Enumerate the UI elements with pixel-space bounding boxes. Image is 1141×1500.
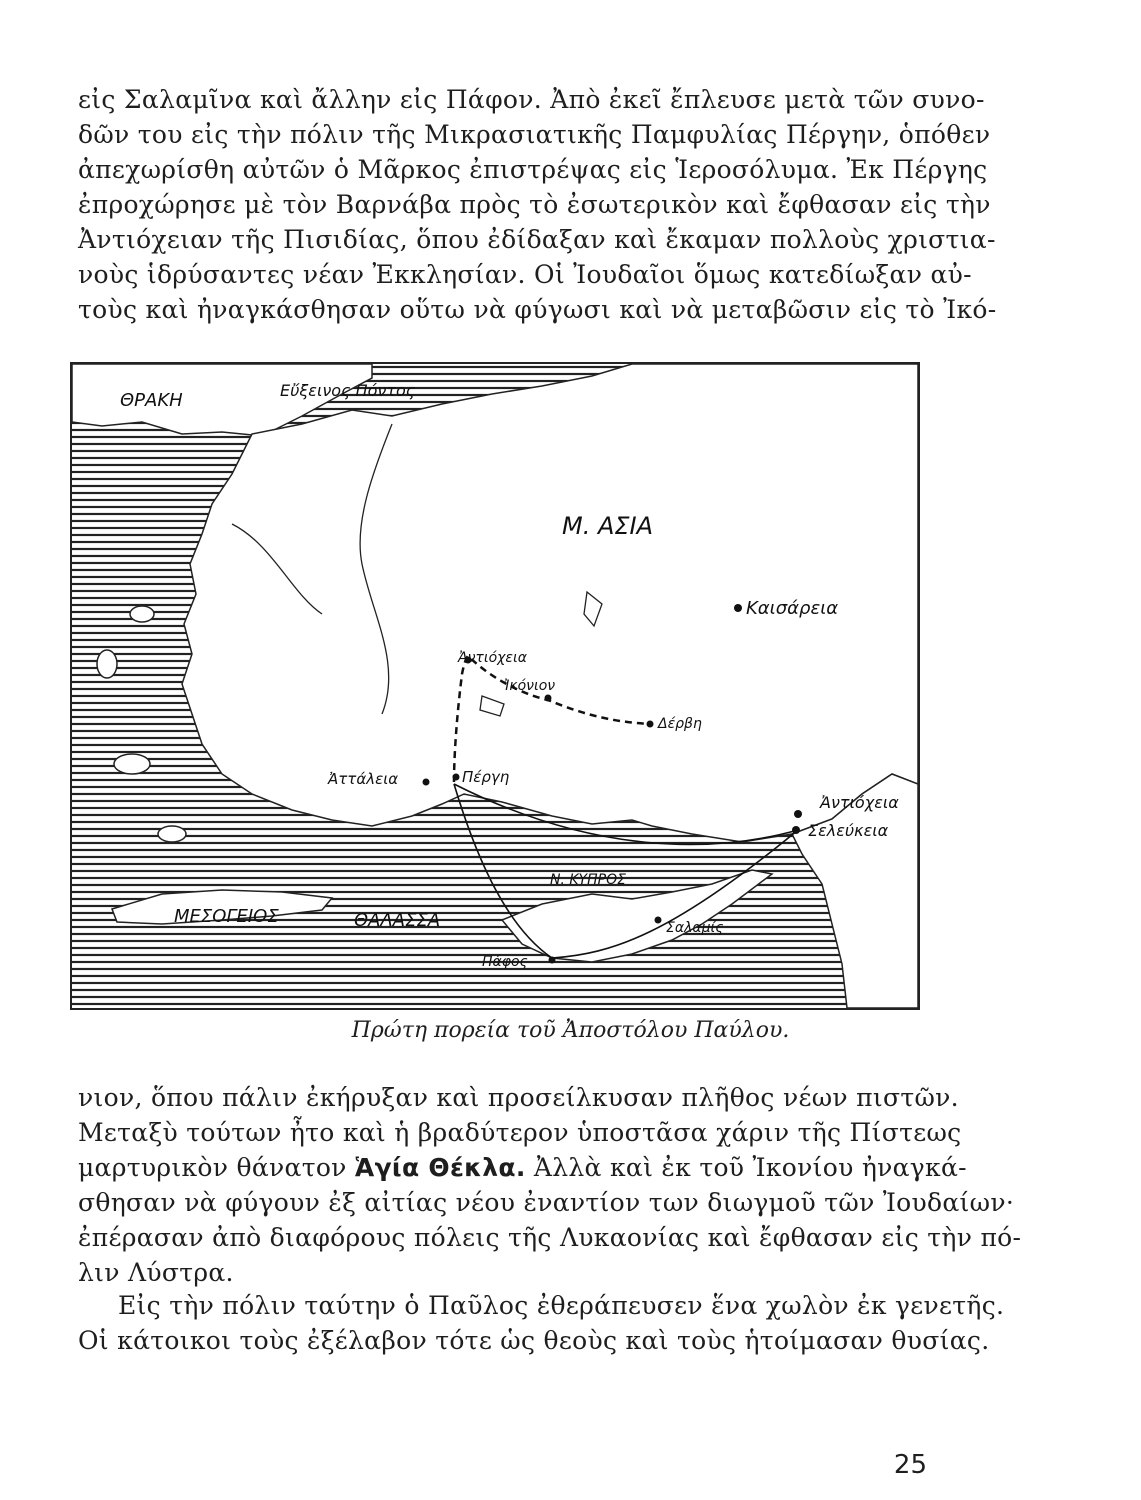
map-caption: Πρώτη πορεία τοῦ Ἀποστόλου Παύλου.	[351, 1018, 790, 1043]
text-line: λιν Λύστρα.	[78, 1258, 234, 1287]
page-number: 25	[893, 1450, 927, 1480]
label-mediterranean-2: ΘΑΛΑΣΣΑ	[354, 910, 441, 931]
label-antioch-pisidia: Ἀντιόχεια	[458, 650, 527, 666]
text-line: ἐπέρασαν ἀπὸ διαφόρους πόλεις τῆς Λυκαονίας καὶ ἔφθασαν εἰς τὴν πό-	[78, 1223, 1022, 1252]
text-line: τοὺς καὶ ἠναγκάσθησαν οὕτω νὰ φύγωσι καὶ νὰ μεταβῶσιν εἰς τὸ Ἰκό-	[78, 295, 997, 324]
label-perge: Πέργη	[462, 768, 510, 786]
label-seleucia: Σελεύκεια	[808, 821, 889, 840]
label-attaleia: Ἀττάλεια	[328, 770, 399, 788]
city-dot-iconium	[545, 695, 552, 702]
text-line: Ἀντιόχειαν τῆς Πισιδίας, ὅπου ἐδίδαξαν καὶ ἔκαμαν πολλοὺς χριστια-	[78, 225, 996, 254]
island	[130, 606, 154, 622]
label-iconium: Ἰκόνιον	[504, 678, 556, 694]
city-dot-attaleia	[423, 779, 430, 786]
city-dot-perge	[453, 774, 460, 781]
city-dot-caesarea	[734, 604, 742, 612]
city-dot-salamis	[655, 917, 662, 924]
label-asia-minor: Μ. ΑΣΙΑ	[562, 512, 654, 540]
label-antioch-syria: Ἀντιόχεια	[820, 793, 899, 812]
text-line: ἀπεχωρίσθη αὐτῶν ὁ Μᾶρκος ἐπιστρέψας εἰς Ἱεροσόλυμα. Ἐκ Πέργης	[78, 155, 988, 184]
top-paragraph	[78, 82, 997, 327]
text-line: δῶν του εἰς τὴν πόλιν τῆς Μικρασιατικῆς Παμφυλίας Πέργην, ὁπόθεν	[78, 120, 991, 149]
island	[114, 754, 150, 774]
label-black-sea: Εὔξεινος Πόντος	[280, 381, 416, 400]
island	[97, 650, 117, 678]
text-line: Εἰς τὴν πόλιν ταύτην ὁ Παῦλος ἐθεράπευσεν ἕνα χωλὸν ἐκ γενετῆς.	[118, 1291, 1005, 1320]
label-derbe: Δέρβη	[658, 716, 702, 732]
text-line: ἐπροχώρησε μὲ τὸν Βαρνάβα πρὸς τὸ ἐσωτερικὸν καὶ ἔφθασαν εἰς τὴν	[78, 190, 991, 219]
city-dot-antioch-syria	[794, 810, 802, 818]
text-line	[78, 1150, 967, 1185]
saint-name: Ἁγία Θέκλα.	[354, 1153, 526, 1182]
text-line: σθησαν νὰ φύγουν ἐξ αἰτίας νέου ἐναντίον των διωγμοῦ τῶν Ἰουδαίων·	[78, 1188, 1015, 1217]
text-line: νοὺς ἱδρύσαντες νέαν Ἐκκλησίαν. Οἱ Ἰουδαῖοι ὅμως κατεδίωξαν αὐ-	[78, 260, 972, 289]
text-line: Μεταξὺ τούτων ἦτο καὶ ἡ βραδύτερον ὑποστᾶσα χάριν τῆς Πίστεως	[78, 1118, 962, 1147]
text-run: μαρτυρικὸν θάνατον	[78, 1153, 355, 1182]
last-paragraph	[78, 1288, 1005, 1358]
text-line: Οἱ κάτοικοι τοὺς ἐξέλαβον τότε ὡς θεοὺς καὶ τοὺς ἡτοίμασαν θυσίας.	[78, 1326, 990, 1355]
text-line: νιον, ὅπου πάλιν ἐκήρυξαν καὶ προσείλκυσαν πλῆθος νέων πιστῶν.	[78, 1083, 959, 1112]
text-run: Ἀλλὰ καὶ ἐκ τοῦ Ἰκονίου ἠναγκά-	[525, 1153, 967, 1182]
city-dot-paphos	[549, 957, 556, 964]
city-dot-seleucia	[792, 826, 800, 834]
label-salamis: Σαλαμίς	[666, 920, 724, 936]
label-cyprus: Ν. ΚΥΠΡΟΣ	[550, 872, 626, 888]
journey-map	[72, 364, 918, 1008]
map-figure	[70, 362, 920, 1010]
text-line: εἰς Σαλαμῖνα καὶ ἄλλην εἰς Πάφον. Ἀπὸ ἐκεῖ ἔπλευσε μετὰ τῶν συνο-	[78, 85, 985, 114]
label-mediterranean-1: ΜΕΣΟΓΕΙΟΣ	[174, 906, 279, 927]
label-thrace: ΘΡΑΚΗ	[120, 390, 183, 411]
label-paphos: Πάφος	[482, 954, 528, 970]
island	[158, 826, 186, 842]
label-caesarea: Καισάρεια	[746, 598, 839, 619]
middle-paragraph	[78, 1080, 1022, 1290]
city-dot-derbe	[647, 721, 654, 728]
